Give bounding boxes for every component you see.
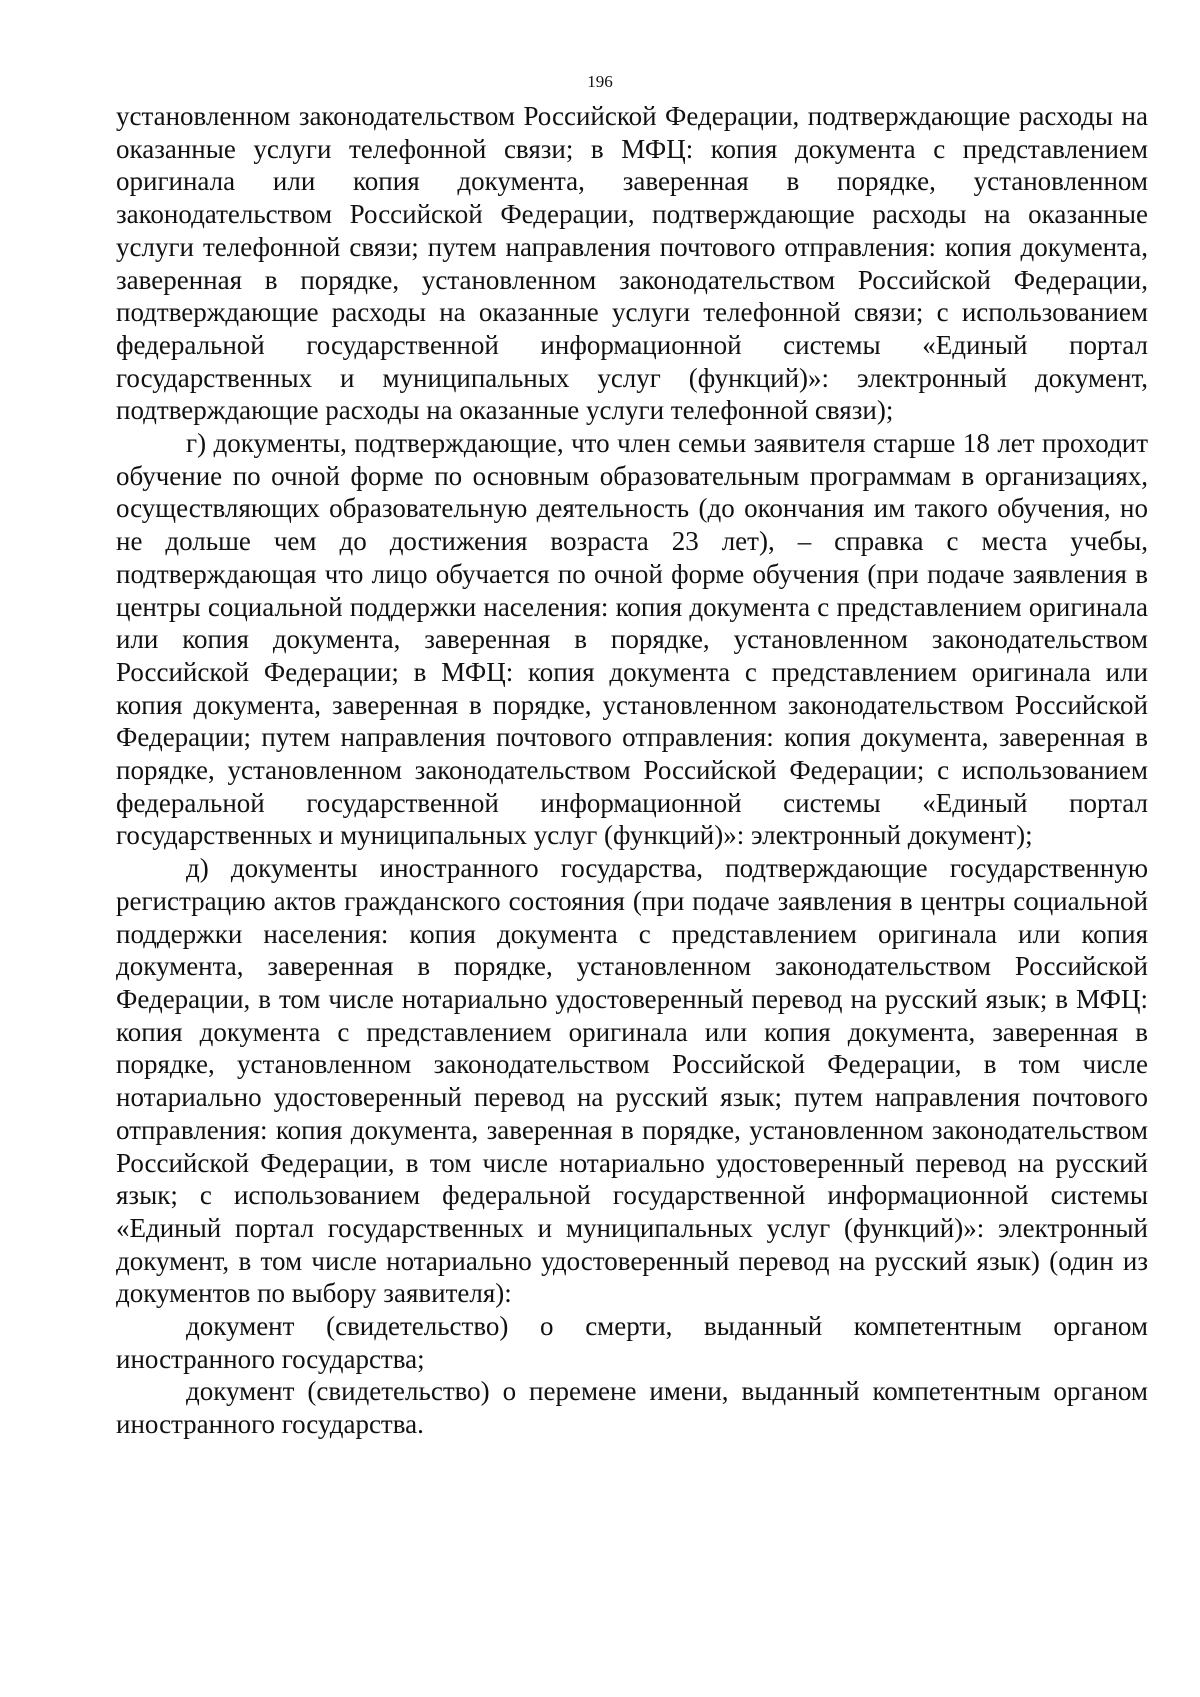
paragraph-item-g: г) документы, подтверждающие, что член семьи заявителя старше 18 лет проходит обучение по очной форме по основным образовательным программам в организациях, осуществляющих образовательную деятельность (до окончания им такого обучения, но не дольше чем до достижения возраста 23 лет), – справка с места учебы, подтверждающая что лицо обучается по очной форме обучения (при подаче заявления в центры социальной поддержки населения: копия документа с представлением оригинала или копия документа, заверенная в порядке, установленном законодательством Российской Федерации; в МФЦ: копия документа с представлением оригинала или копия документа, заверенная в порядке, установленном законодательством Российской Федерации; путем направления почтового отправления: копия документа, заверенная в порядке, установленном законодательством Российской Федерации; с использованием федеральной государственной информационной системы «Единый портал государственных и муниципальных услуг (функций)»: электронный документ); bbox=[116, 428, 1148, 851]
paragraph-continuation: установленном законодательством Российской Федерации, подтверждающие расходы на оказанные услуги телефонной связи; в МФЦ: копия документа с представлением оригинала или копия документа, заверенная в порядке, установленном законодательством Российской Федерации, подтверждающие расходы на оказанные услуги телефонной связи; путем направления почтового отправления: копия документа, заверенная в порядке, установленном законодательством Российской Федерации, подтверждающие расходы на оказанные услуги телефонной связи; с использованием федеральной государственной информационной системы «Единый портал государственных и муниципальных услуг (функций)»: электронный документ, подтверждающие расходы на оказанные услуги телефонной связи); bbox=[116, 101, 1148, 426]
paragraph-item-d: д) документы иностранного государства, подтверждающие государственную регистрацию актов гражданского состояния (при подаче заявления в центры социальной поддержки населения: копия документа с представлением оригинала или копия документа, заверенная в порядке, установленном законодательством Российской Федерации, в том числе нотариально удостоверенный перевод на русский язык; в МФЦ: копия документа с представлением оригинала или копия документа, заверенная в порядке, установленном законодательством Российской Федерации, в том числе нотариально удостоверенный перевод на русский язык; путем направления почтового отправления: копия документа, заверенная в порядке, установленном законодательством Российской Федерации, в том числе нотариально удостоверенный перевод на русский язык; с использованием федеральной государственной информационной системы «Единый портал государственных и муниципальных услуг (функций)»: электронный документ, в том числе нотариально удостоверенный перевод на русский язык) (один из документов по выбору заявителя): bbox=[116, 853, 1148, 1309]
document-body bbox=[116, 100, 1148, 1441]
paragraph-name-change-certificate: документ (свидетельство) о перемене имени, выданный компетентным органом иностранного государства. bbox=[116, 1376, 1148, 1440]
page-number: 196 bbox=[587, 72, 613, 91]
paragraph-death-certificate: документ (свидетельство) о смерти, выданный компетентным органом иностранного государства; bbox=[116, 1311, 1148, 1374]
